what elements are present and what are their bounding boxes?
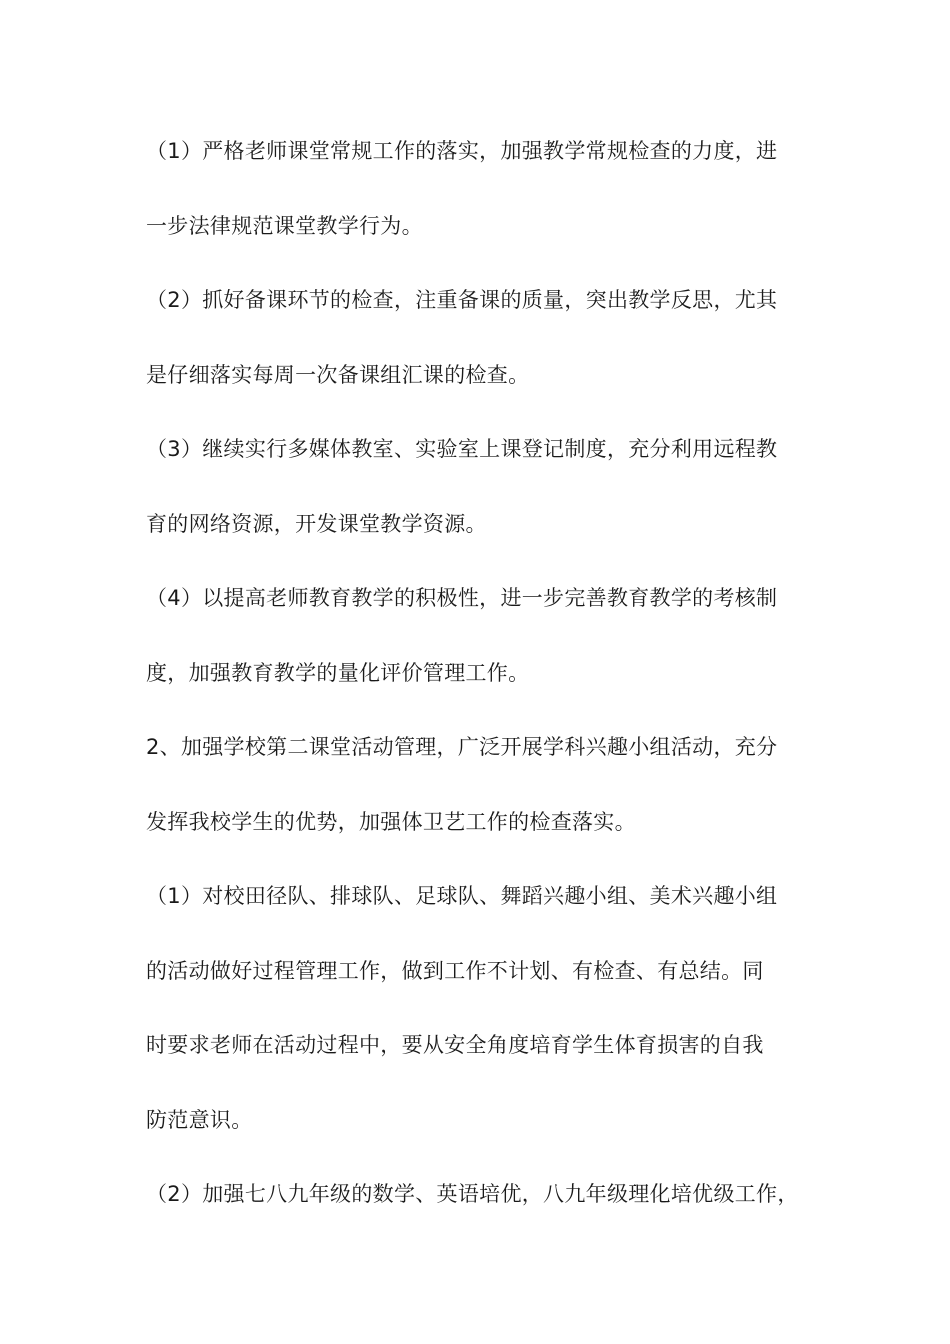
text-line: 度，加强教育教学的量化评价管理工作。 <box>146 661 530 685</box>
text-line: （2）抓好备课环节的检查，注重备课的质量，突出教学反思，尤其 <box>146 288 778 312</box>
text-line: 发挥我校学生的优势，加强体卫艺工作的检查落实。 <box>146 810 636 834</box>
text-line: 育的网络资源，开发课堂教学资源。 <box>146 512 487 536</box>
text-line: （1）严格老师课堂常规工作的落实，加强教学常规检查的力度，进 <box>146 139 778 163</box>
text-line: 的活动做好过程管理工作，做到工作不计划、有检查、有总结。同 <box>146 959 764 983</box>
text-line: 一步法律规范课堂教学行为。 <box>146 214 423 238</box>
text-line: 2、加强学校第二课堂活动管理，广泛开展学科兴趣小组活动，充分 <box>146 735 778 759</box>
text-line: （3）继续实行多媒体教室、实验室上课登记制度，充分利用远程教 <box>146 437 778 461</box>
text-line: 防范意识。 <box>146 1108 253 1132</box>
text-line: 时要求老师在活动过程中，要从安全角度培育学生体育损害的自我 <box>146 1033 764 1057</box>
text-line: （1）对校田径队、排球队、足球队、舞蹈兴趣小组、美术兴趣小组 <box>146 884 778 908</box>
text-line: 是仔细落实每周一次备课组汇课的检查。 <box>146 363 530 387</box>
text-line: （4）以提高老师教育教学的积极性，进一步完善教育教学的考核制 <box>146 586 778 610</box>
text-line: （2）加强七八九年级的数学、英语培优，八九年级理化培优级工作， <box>146 1182 799 1206</box>
